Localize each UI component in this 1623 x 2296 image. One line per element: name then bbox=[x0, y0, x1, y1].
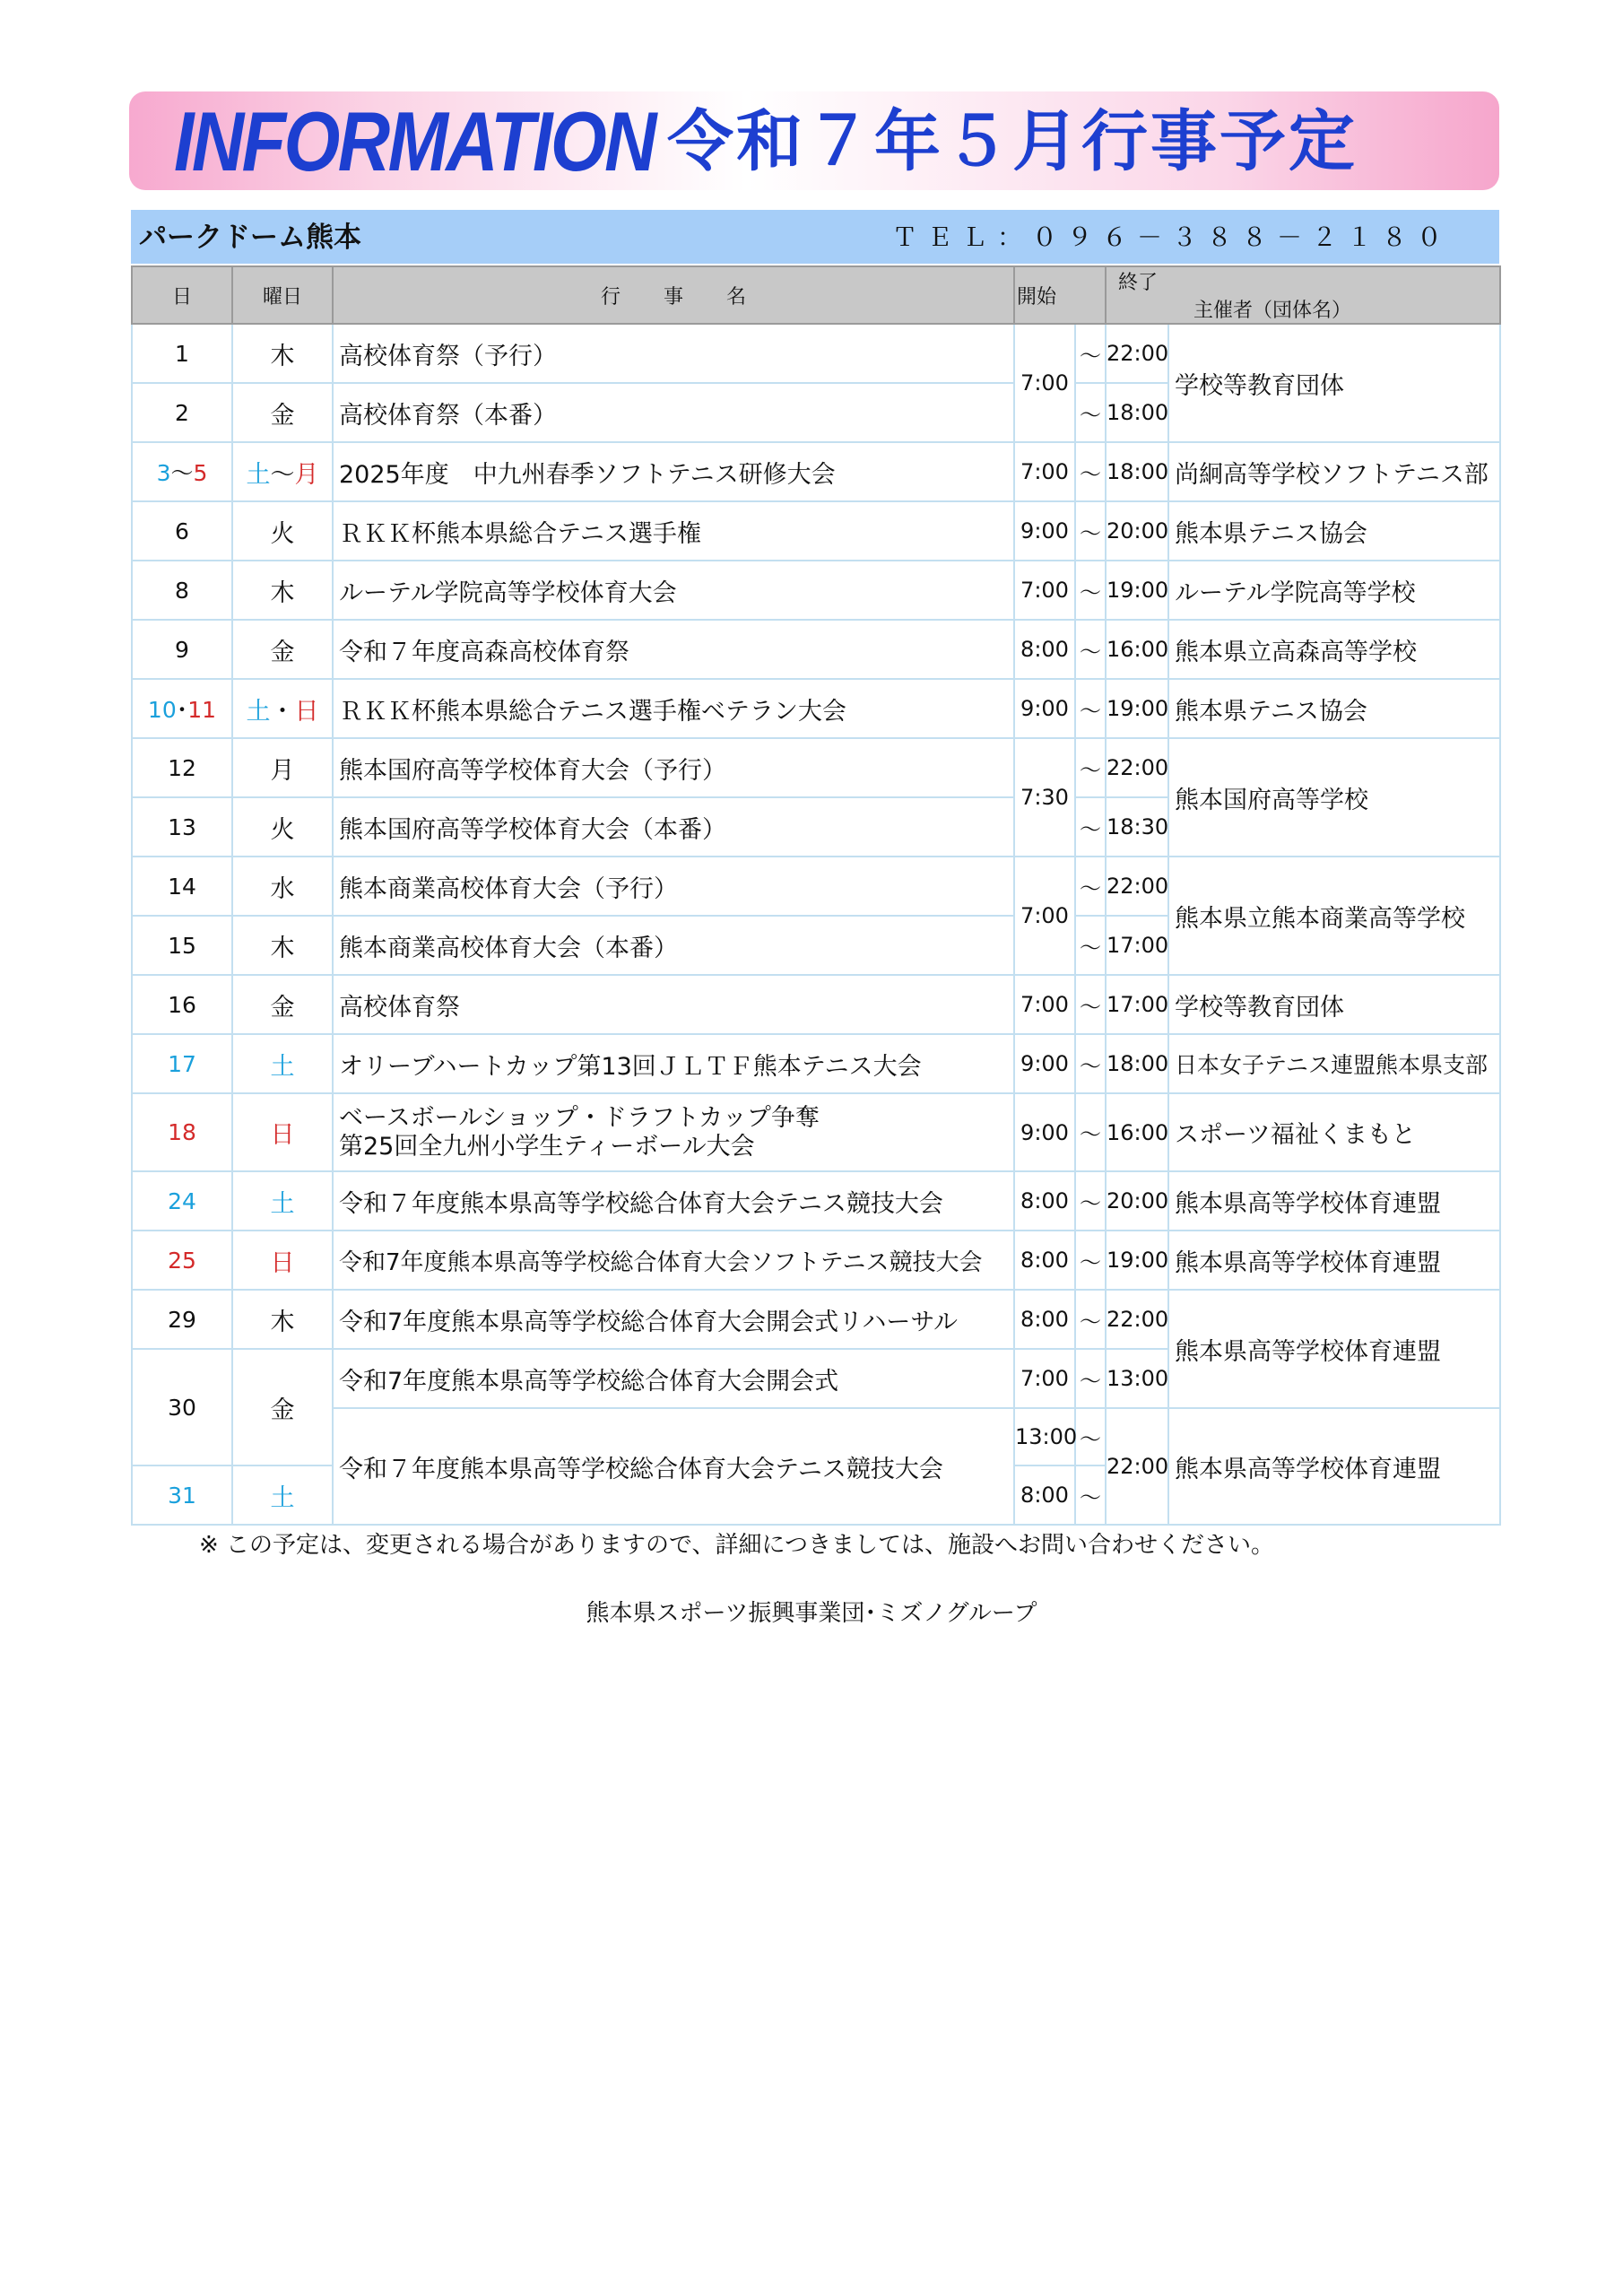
weekday-end: 月 bbox=[294, 460, 319, 489]
end-time-cell: 16:00 bbox=[1106, 620, 1168, 679]
day-cell: 8 bbox=[132, 561, 232, 620]
weekday-cell: 木 bbox=[232, 1290, 333, 1349]
header-start: 開始 bbox=[1014, 266, 1106, 324]
tilde-cell: ～ bbox=[1075, 442, 1106, 501]
table-row bbox=[132, 1231, 1500, 1290]
weekday-cell: 水 bbox=[232, 857, 333, 916]
event-name-cell: 令和7年度熊本県高等学校総合体育大会開会式 bbox=[333, 1349, 1014, 1408]
organizer-cell: 尚絅高等学校ソフトテニス部 bbox=[1168, 442, 1500, 501]
organizer-cell: 熊本県立高森高等学校 bbox=[1168, 620, 1500, 679]
organizer-cell: 学校等教育団体 bbox=[1168, 975, 1500, 1034]
tilde-cell: ～ bbox=[1075, 738, 1106, 797]
tilde-cell: ～ bbox=[1075, 1465, 1106, 1525]
tilde-cell: ～ bbox=[1075, 620, 1106, 679]
event-name-line-1: ベースボールショップ・ドラフトカップ争奪 bbox=[339, 1103, 820, 1132]
day-cell: 9 bbox=[132, 620, 232, 679]
start-time-cell: 9:00 bbox=[1014, 1034, 1075, 1093]
event-name-cell: 令和７年度高森高校体育祭 bbox=[333, 620, 1014, 679]
tilde-cell: ～ bbox=[1075, 797, 1106, 857]
event-name-cell: 令和７年度熊本県高等学校総合体育大会テニス競技大会 bbox=[333, 1171, 1014, 1231]
day-cell bbox=[132, 442, 232, 501]
header-organizer: 主催者（団体名） bbox=[1193, 300, 1352, 322]
organizer-cell: 熊本県テニス協会 bbox=[1168, 679, 1500, 738]
start-time-cell: 9:00 bbox=[1014, 1093, 1075, 1171]
start-time-cell: 7:00 bbox=[1014, 1349, 1075, 1408]
table-row bbox=[132, 1093, 1500, 1171]
day-separator: ～ bbox=[170, 460, 194, 486]
venue-telephone: ＴＥＬ：０９６－３８８－２１８０ bbox=[891, 222, 1452, 252]
event-name-cell: 高校体育祭（本番） bbox=[333, 383, 1014, 442]
day-end: 5 bbox=[193, 460, 208, 486]
tilde-cell: ～ bbox=[1075, 679, 1106, 738]
start-time-cell: 9:00 bbox=[1014, 501, 1075, 561]
table-row bbox=[132, 857, 1500, 916]
tilde-cell: ～ bbox=[1075, 1349, 1106, 1408]
day-cell: 1 bbox=[132, 324, 232, 383]
day-start: 10 bbox=[147, 697, 177, 723]
day-cell: 24 bbox=[132, 1171, 232, 1231]
end-time-cell: 17:00 bbox=[1106, 975, 1168, 1034]
table-row bbox=[132, 1290, 1500, 1349]
weekday-cell: 月 bbox=[232, 738, 333, 797]
weekday-start: 土 bbox=[246, 697, 271, 726]
table-row bbox=[132, 679, 1500, 738]
end-time-cell: 22:00 bbox=[1106, 1290, 1168, 1349]
tilde-cell: ～ bbox=[1075, 324, 1106, 383]
event-name-cell: オリーブハートカップ第13回ＪＬＴＦ熊本テニス大会 bbox=[333, 1034, 1014, 1093]
day-cell: 18 bbox=[132, 1093, 232, 1171]
venue-bar bbox=[131, 210, 1499, 264]
tilde-cell: ～ bbox=[1075, 1408, 1106, 1465]
organizer-cell: 熊本県高等学校体育連盟 bbox=[1168, 1231, 1500, 1290]
start-time-cell: 7:00 bbox=[1014, 561, 1075, 620]
start-time-cell: 8:00 bbox=[1014, 620, 1075, 679]
event-name-line-2: 第25回全九州小学生ティーボール大会 bbox=[339, 1132, 755, 1161]
end-time-cell: 18:00 bbox=[1106, 383, 1168, 442]
title-banner bbox=[129, 91, 1499, 190]
end-time-cell: 18:00 bbox=[1106, 442, 1168, 501]
weekday-cell: 日 bbox=[232, 1093, 333, 1171]
end-time-cell: 22:00 bbox=[1106, 324, 1168, 383]
event-name-cell: ルーテル学院高等学校体育大会 bbox=[333, 561, 1014, 620]
end-time-cell: 20:00 bbox=[1106, 501, 1168, 561]
weekday-cell: 日 bbox=[232, 1231, 333, 1290]
day-cell: 29 bbox=[132, 1290, 232, 1349]
event-name-cell: 熊本商業高校体育大会（本番） bbox=[333, 916, 1014, 975]
day-cell bbox=[132, 679, 232, 738]
end-time-cell: 19:00 bbox=[1106, 561, 1168, 620]
end-time-cell: 19:00 bbox=[1106, 1231, 1168, 1290]
weekday-cell: 金 bbox=[232, 1349, 333, 1465]
start-time-cell: 7:00 bbox=[1014, 857, 1075, 975]
end-time-cell: 13:00 bbox=[1106, 1349, 1168, 1408]
banner-title: 令和７年５月行事予定 bbox=[667, 103, 1358, 180]
tilde-cell: ～ bbox=[1075, 561, 1106, 620]
end-time-cell: 20:00 bbox=[1106, 1171, 1168, 1231]
day-start: 3 bbox=[156, 460, 171, 486]
organizer-cell: 熊本県高等学校体育連盟 bbox=[1168, 1290, 1500, 1408]
event-name-cell: 令和7年度熊本県高等学校総合体育大会開会式リハーサル bbox=[333, 1290, 1014, 1349]
table-row bbox=[132, 738, 1500, 797]
start-time-cell: 8:00 bbox=[1014, 1290, 1075, 1349]
header-day: 日 bbox=[132, 266, 232, 324]
organizer-cell: 熊本国府高等学校 bbox=[1168, 738, 1500, 857]
day-cell: 2 bbox=[132, 383, 232, 442]
start-time-cell: 7:30 bbox=[1014, 738, 1075, 857]
start-time-cell: 8:00 bbox=[1014, 1171, 1075, 1231]
table-row bbox=[132, 324, 1500, 383]
end-time-cell: 18:30 bbox=[1106, 797, 1168, 857]
end-time-cell: 18:00 bbox=[1106, 1034, 1168, 1093]
end-time-cell: 22:00 bbox=[1106, 857, 1168, 916]
organizer-cell: 熊本県高等学校体育連盟 bbox=[1168, 1408, 1500, 1525]
weekday-separator: ～ bbox=[270, 460, 295, 489]
header-end-organizer bbox=[1106, 266, 1500, 324]
day-cell: 16 bbox=[132, 975, 232, 1034]
day-cell: 6 bbox=[132, 501, 232, 561]
weekday-cell: 木 bbox=[232, 324, 333, 383]
start-time-cell: 8:00 bbox=[1014, 1465, 1075, 1525]
tilde-cell: ～ bbox=[1075, 857, 1106, 916]
organizer-cell: ルーテル学院高等学校 bbox=[1168, 561, 1500, 620]
table-header-row bbox=[132, 266, 1500, 324]
weekday-cell: 火 bbox=[232, 797, 333, 857]
start-time-cell: 8:00 bbox=[1014, 1231, 1075, 1290]
table-row bbox=[132, 1034, 1500, 1093]
organizer-cell: 熊本県高等学校体育連盟 bbox=[1168, 1171, 1500, 1231]
event-name-cell: 令和7年度熊本県高等学校総合体育大会ソフトテニス競技大会 bbox=[333, 1231, 1014, 1290]
day-cell: 17 bbox=[132, 1034, 232, 1093]
header-event-name: 行事名 bbox=[333, 266, 1014, 324]
weekday-cell: 土 bbox=[232, 1034, 333, 1093]
table-row bbox=[132, 975, 1500, 1034]
weekday-cell: 土 bbox=[232, 1465, 333, 1525]
start-time-cell: 7:00 bbox=[1014, 975, 1075, 1034]
weekday-cell: 木 bbox=[232, 916, 333, 975]
event-name-cell: 熊本商業高校体育大会（予行） bbox=[333, 857, 1014, 916]
organizer-cell: 学校等教育団体 bbox=[1168, 324, 1500, 442]
end-time-cell: 22:00 bbox=[1106, 1408, 1168, 1525]
organizer-cell: 熊本県テニス協会 bbox=[1168, 501, 1500, 561]
event-name-cell: 高校体育祭 bbox=[333, 975, 1014, 1034]
table-row bbox=[132, 442, 1500, 501]
header-end: 終了 bbox=[1118, 272, 1159, 294]
day-separator: ･ bbox=[176, 697, 188, 723]
weekday-cell: 木 bbox=[232, 561, 333, 620]
event-name-cell: 熊本国府高等学校体育大会（本番） bbox=[333, 797, 1014, 857]
tilde-cell: ～ bbox=[1075, 1034, 1106, 1093]
start-time-cell: 9:00 bbox=[1014, 679, 1075, 738]
day-cell: 12 bbox=[132, 738, 232, 797]
table-row bbox=[132, 501, 1500, 561]
day-cell: 14 bbox=[132, 857, 232, 916]
day-cell: 25 bbox=[132, 1231, 232, 1290]
event-name-cell: ＲＫＫ杯熊本県総合テニス選手権ベテラン大会 bbox=[333, 679, 1014, 738]
day-cell: 15 bbox=[132, 916, 232, 975]
start-time-cell: 7:00 bbox=[1014, 324, 1075, 442]
end-time-cell: 17:00 bbox=[1106, 916, 1168, 975]
weekday-cell bbox=[232, 442, 333, 501]
day-cell: 31 bbox=[132, 1465, 232, 1525]
footer-organization: 熊本県スポーツ振興事業団･ミズノグループ bbox=[586, 1600, 1037, 1627]
weekday-cell: 金 bbox=[232, 383, 333, 442]
weekday-separator: ・ bbox=[270, 697, 295, 726]
event-name-cell: ＲＫＫ杯熊本県総合テニス選手権 bbox=[333, 501, 1014, 561]
weekday-cell: 金 bbox=[232, 620, 333, 679]
weekday-end: 日 bbox=[294, 697, 319, 726]
table-row bbox=[132, 620, 1500, 679]
banner-information-text: INFORMATION bbox=[174, 94, 655, 188]
end-time-cell: 16:00 bbox=[1106, 1093, 1168, 1171]
end-time-cell: 19:00 bbox=[1106, 679, 1168, 738]
start-time-cell: 7:00 bbox=[1014, 442, 1075, 501]
day-end: 11 bbox=[187, 697, 217, 723]
disclaimer-note: ※ この予定は、変更される場合がありますので、詳細につきましては、施設へお問い合わせください。 bbox=[199, 1532, 1275, 1559]
tilde-cell: ～ bbox=[1075, 383, 1106, 442]
table-row bbox=[132, 1408, 1500, 1444]
weekday-cell: 土 bbox=[232, 1171, 333, 1231]
event-name-cell: 2025年度 中九州春季ソフトテニス研修大会 bbox=[333, 442, 1014, 501]
header-weekday: 曜日 bbox=[232, 266, 333, 324]
organizer-cell: 日本女子テニス連盟熊本県支部 bbox=[1168, 1034, 1500, 1093]
event-name-cell: 令和７年度熊本県高等学校総合体育大会テニス競技大会 bbox=[333, 1408, 1014, 1525]
venue-name: パークドーム熊本 bbox=[139, 222, 361, 254]
tilde-cell: ～ bbox=[1075, 975, 1106, 1034]
weekday-cell: 金 bbox=[232, 975, 333, 1034]
day-cell: 13 bbox=[132, 797, 232, 857]
event-name-cell: 熊本国府高等学校体育大会（予行） bbox=[333, 738, 1014, 797]
weekday-cell bbox=[232, 679, 333, 738]
organizer-cell: スポーツ福祉くまもと bbox=[1168, 1093, 1500, 1171]
tilde-cell: ～ bbox=[1075, 1231, 1106, 1290]
tilde-cell: ～ bbox=[1075, 501, 1106, 561]
table-row bbox=[132, 1171, 1500, 1231]
weekday-cell: 火 bbox=[232, 501, 333, 561]
start-time-cell: 13:00 bbox=[1014, 1408, 1075, 1465]
weekday-start: 土 bbox=[246, 460, 271, 489]
schedule-table bbox=[131, 265, 1501, 1526]
tilde-cell: ～ bbox=[1075, 1290, 1106, 1349]
tilde-cell: ～ bbox=[1075, 1171, 1106, 1231]
tilde-cell: ～ bbox=[1075, 916, 1106, 975]
table-row bbox=[132, 561, 1500, 620]
tilde-cell: ～ bbox=[1075, 1093, 1106, 1171]
event-name-cell bbox=[333, 1093, 1014, 1171]
event-name-cell: 高校体育祭（予行） bbox=[333, 324, 1014, 383]
organizer-cell: 熊本県立熊本商業高等学校 bbox=[1168, 857, 1500, 975]
day-cell: 30 bbox=[132, 1349, 232, 1465]
end-time-cell: 22:00 bbox=[1106, 738, 1168, 797]
